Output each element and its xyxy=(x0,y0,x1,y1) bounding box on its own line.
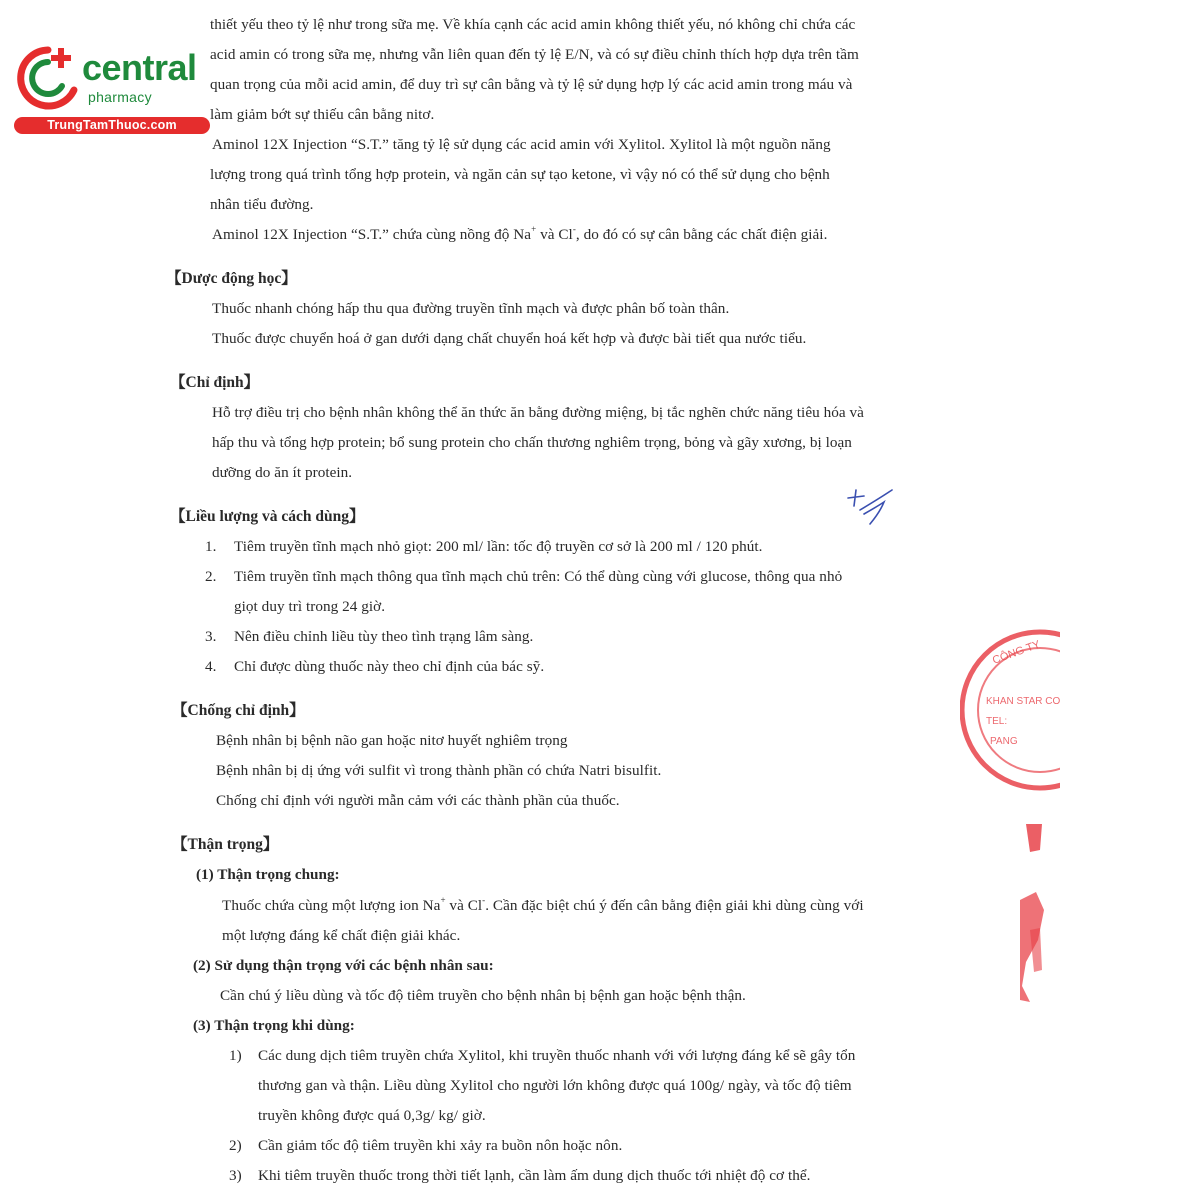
pk-line-2: Thuốc được chuyển hoá ở gan dưới dạng chất chuyển hoá kết hợp và được bài tiết qua nước tiểu. xyxy=(212,330,807,347)
contra-line-1: Bệnh nhân bị bệnh não gan hoặc nitơ huyết nghiêm trọng xyxy=(216,732,568,749)
caution-sub-1: (1) Thận trọng chung: xyxy=(196,866,340,883)
caution-sub-3: (3) Thận trọng khi dùng: xyxy=(193,1017,355,1034)
intro-line-5: Aminol 12X Injection “S.T.” tăng tỷ lệ sử dụng các acid amin với Xylitol. Xylitol là một nguồn năng xyxy=(212,136,831,153)
dose-number-4: 4. xyxy=(205,658,217,675)
intro-line-8-a: Aminol 12X Injection “S.T.” chứa cùng nồng độ Na xyxy=(212,226,532,243)
ind-line-3: dưỡng do ăn ít protein. xyxy=(212,464,353,481)
contra-line-3: Chống chỉ định với người mẫn cảm với các thành phần của thuốc. xyxy=(216,792,620,809)
dose-item-2-cont: giọt duy trì trong 24 giờ. xyxy=(234,598,386,615)
pk-line-1: Thuốc nhanh chóng hấp thu qua đường truyền tĩnh mạch và được phân bố toàn thân. xyxy=(212,300,730,317)
intro-line-1: thiết yếu theo tỷ lệ như trong sữa mẹ. Về khía cạnh các acid amin không thiết yếu, nó không chỉ chứa các xyxy=(210,16,856,33)
dose-item-2: Tiêm truyền tĩnh mạch thông qua tĩnh mạch chủ trên: Có thể dùng cùng với glucose, thông qua nhỏ xyxy=(234,568,843,585)
caution-3-item-1-cont-a: thương gan và thận. Liều dùng Xylitol cho người lớn không được quá 100g/ ngày, và tốc độ tiêm xyxy=(258,1077,852,1094)
caution-1-a: Thuốc chứa cùng một lượng ion Na xyxy=(222,897,441,914)
intro-line-8 xyxy=(212,225,827,245)
caution-1-line-2: một lượng đáng kể chất điện giải khác. xyxy=(222,927,461,944)
dose-item-3: Nên điều chỉnh liều tùy theo tình trạng lâm sàng. xyxy=(234,628,534,645)
caution-3-item-2: Cần giảm tốc độ tiêm truyền khi xảy ra buồn nôn hoặc nôn. xyxy=(258,1137,623,1154)
intro-line-4: làm giảm bớt sự thiếu cân bằng nitơ. xyxy=(210,106,435,123)
sup-cl-2: - xyxy=(482,894,486,905)
caution-number-1: 1) xyxy=(229,1047,242,1064)
heading-pharmacokinetics: 【Dược động học】 xyxy=(166,270,297,287)
sup-na-2: + xyxy=(440,894,446,905)
sup-na: + xyxy=(531,223,537,234)
dose-number-3: 3. xyxy=(205,628,217,645)
heading-contraindications: 【Chống chỉ định】 xyxy=(172,702,305,719)
stamp-text-3: TEL: xyxy=(986,716,1008,727)
intro-line-7: nhân tiểu đường. xyxy=(210,196,314,213)
heading-indications: 【Chỉ định】 xyxy=(170,374,260,391)
caution-1-c: và Cl xyxy=(445,897,483,914)
dose-item-4: Chỉ được dùng thuốc này theo chỉ định của bác sỹ. xyxy=(234,658,545,675)
intro-line-8-c: và Cl xyxy=(536,226,573,243)
signature-mark xyxy=(840,480,910,530)
ind-line-2: hấp thu và tổng hợp protein; bổ sung protein cho chấn thương nghiêm trọng, bỏng và gãy xương, bị loạn xyxy=(212,434,852,451)
caution-1-line-1 xyxy=(222,896,864,916)
company-seal-stamp xyxy=(960,610,1060,1030)
intro-line-8-e: , do đó có sự cân bằng các chất điện giải. xyxy=(575,226,828,243)
heading-precautions: 【Thận trọng】 xyxy=(172,836,279,853)
sup-cl: - xyxy=(572,223,576,234)
dose-number-1: 1. xyxy=(205,538,217,555)
ind-line-1: Hỗ trợ điều trị cho bệnh nhân không thể ăn thức ăn bằng đường miệng, bị tắc nghẽn chức năng tiêu hóa và xyxy=(212,404,864,421)
contra-line-2: Bệnh nhân bị dị ứng với sulfit vì trong thành phần có chứa Natri bisulfit. xyxy=(216,762,662,779)
caution-number-3: 3) xyxy=(229,1167,242,1184)
dose-item-1: Tiêm truyền tĩnh mạch nhỏ giọt: 200 ml/ lần: tốc độ truyền cơ sở là 200 ml / 120 phút. xyxy=(234,538,763,555)
logo-mark-icon xyxy=(8,38,88,118)
heading-dosage: 【Liều lượng và cách dùng】 xyxy=(170,508,365,525)
logo-brand-text: central xyxy=(82,47,197,88)
caution-3-item-3: Khi tiêm truyền thuốc trong thời tiết lạnh, cần làm ấm dung dịch thuốc tới nhiệt độ cơ thể. xyxy=(258,1167,811,1184)
logo-sub-text: pharmacy xyxy=(88,89,152,105)
intro-line-3: quan trọng của mỗi acid amin, để duy trì sự cân bằng và tỷ lệ sử dụng hợp lý các acid amin trong máu và xyxy=(210,76,853,93)
caution-sub-2: (2) Sử dụng thận trọng với các bệnh nhân sau: xyxy=(193,957,494,974)
intro-line-6: lượng trong quá trình tổng hợp protein, và ngăn cản sự tạo ketone, vì vậy nó có thể sử dụng cho bệnh xyxy=(210,166,830,183)
stamp-text-2: KHAN STAR CO xyxy=(986,696,1060,707)
caution-1-e: . Cần đặc biệt chú ý đến cân bằng điện giải khi dùng cùng với xyxy=(485,897,864,914)
stamp-text-4: PANG xyxy=(990,736,1018,747)
intro-line-2: acid amin có trong sữa mẹ, nhưng vẫn liên quan đến tỷ lệ E/N, và có sự điều chỉnh thích hợp dựa trên tầm xyxy=(210,46,859,63)
logo-site-link[interactable]: TrungTamThuoc.com xyxy=(14,117,210,134)
caution-3-item-1: Các dung dịch tiêm truyền chứa Xylitol, khi truyền thuốc nhanh với với lượng đáng kể sẽ gây tổn xyxy=(258,1047,856,1064)
stamp-text-1: CÔNG TY xyxy=(990,638,1042,667)
caution-2-line-1: Cần chú ý liều dùng và tốc độ tiêm truyền cho bệnh nhân bị bệnh gan hoặc bệnh thận. xyxy=(220,987,746,1004)
caution-3-item-1-cont-b: truyền không được quá 0,3g/ kg/ giờ. xyxy=(258,1107,486,1124)
caution-number-2: 2) xyxy=(229,1137,242,1154)
dose-number-2: 2. xyxy=(205,568,217,585)
